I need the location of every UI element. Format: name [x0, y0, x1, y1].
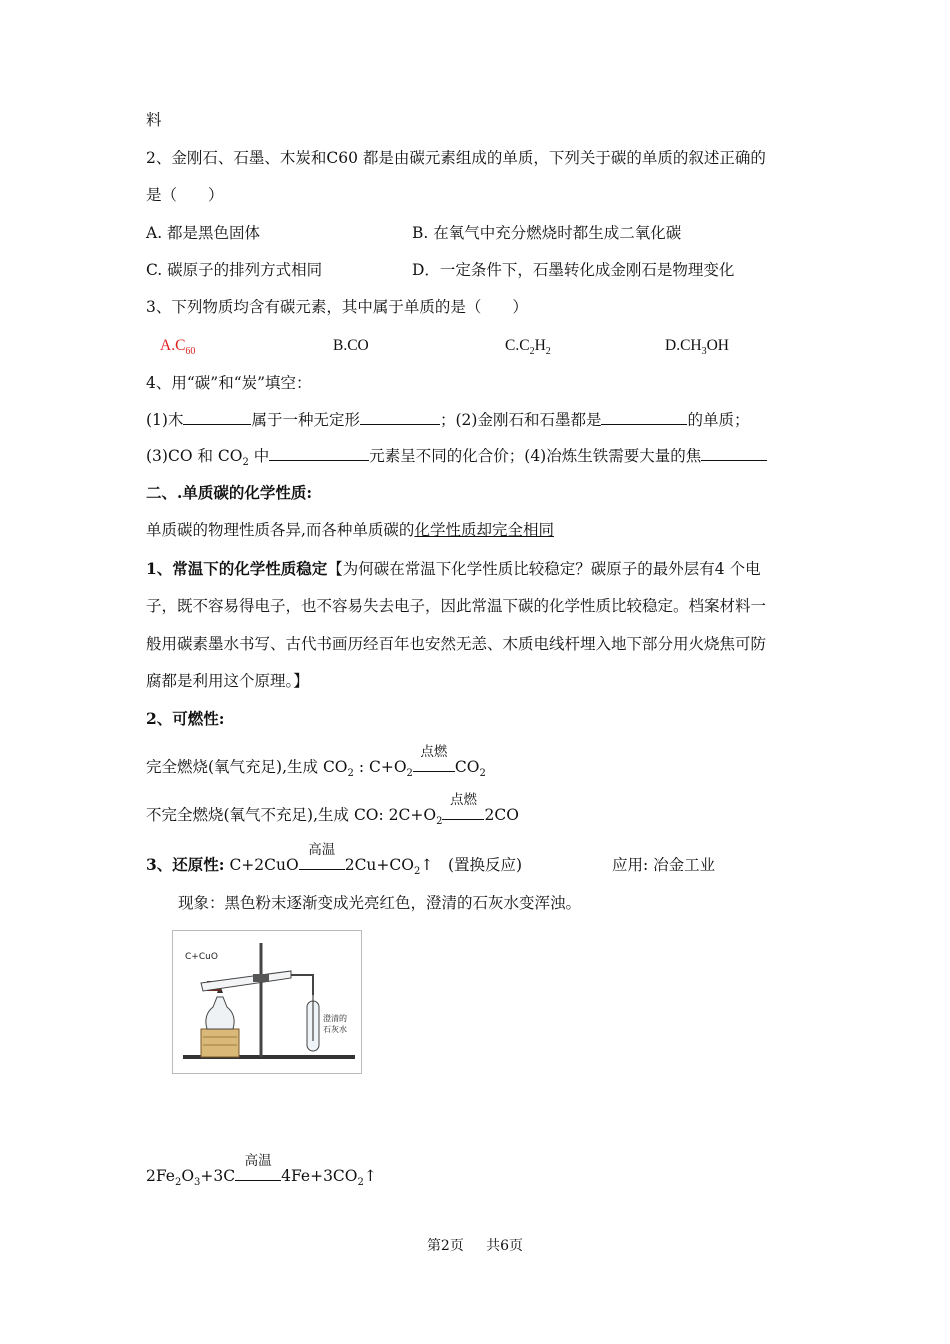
- section-2-intro: 单质碳的物理性质各异,而各种单质碳的化学性质却完全相同: [146, 521, 554, 539]
- q2-option-a: A. 都是黑色固体: [146, 224, 261, 242]
- reaction-arrow-heat: 高温: [299, 855, 345, 875]
- blank-4[interactable]: [269, 446, 369, 461]
- figure-label-reactants: C+CuO: [185, 952, 218, 962]
- reaction-arrow-ignite-2: 点燃: [442, 805, 484, 825]
- combustion-incomplete: 不完全燃烧(氧气不充足),生成 CO: $2C+O_2$ 点燃 2CO: [146, 792, 519, 827]
- question-4-stem: 4、用“碳”和“炭”填空：: [146, 374, 312, 392]
- question-2-stem: 2、金刚石、石墨、木炭和C60 都是由碳元素组成的单质，下列关于碳的单质的叙述正确的: [146, 149, 766, 167]
- q3-option-b: B.CO: [333, 337, 369, 354]
- page-total: 共6页: [486, 1238, 524, 1254]
- q2-option-c: C. 碳原子的排列方式相同: [146, 261, 323, 279]
- point-1-line-2: 子，既不容易得电子，也不容易失去电子，因此常温下碳的化学性质比较稳定。档案材料一: [146, 597, 767, 615]
- apparatus-illustration: [173, 931, 361, 1073]
- page-footer: [0, 1235, 950, 1255]
- point-3-reduction: 3、还原性: C+2CuO 高温 $2Cu+CO_2↑$: [146, 842, 434, 877]
- blank-1[interactable]: [183, 410, 251, 425]
- blank-2[interactable]: [360, 410, 440, 425]
- figure-label-limewater-1: 澄清的: [323, 1014, 347, 1023]
- blank-5[interactable]: [701, 446, 767, 461]
- reaction-arrow-ignite: 点燃: [413, 757, 455, 777]
- q2-option-b: B. 在氧气中充分燃烧时都生成二氧化碳: [412, 224, 682, 242]
- question-4-line-1: (1)木 属于一种无定形 ；(2)金刚石和石墨都是 的单质；: [146, 411, 750, 429]
- point-2-heading: 2、可燃性:: [146, 709, 225, 728]
- section-2-heading: 二、.单质碳的化学性质:: [146, 483, 313, 502]
- combustion-complete: 完全燃烧(氧气充足),生成 $CO_2$ : $C+O_2$ 点燃 $CO_2$: [146, 744, 486, 779]
- experiment-apparatus-figure: [172, 930, 362, 1074]
- page-number: 第2页: [426, 1238, 464, 1254]
- figure-label-limewater-2: 石灰水: [323, 1025, 347, 1034]
- point-1-line-3: 般用碳素墨水书写、古代书画历经百年也安然无恙、木质电线杆埋入地下部分用火烧焦可防: [146, 635, 767, 653]
- question-3-stem: 3、下列物质均含有碳元素，其中属于单质的是（ ）: [146, 298, 528, 316]
- reaction-type: (置换反应): [448, 856, 523, 874]
- point-1-line-4: 腐都是利用这个原理。】: [146, 672, 309, 690]
- line-1: 料: [146, 111, 162, 129]
- q3-option-d: $D.CH_3OH$: [665, 337, 729, 357]
- iron-reduction-equation: $2Fe_2O_3+3C$ 高温 $4Fe+3CO_2↑$: [146, 1153, 377, 1188]
- reaction-arrow-heat-2: 高温: [235, 1166, 281, 1186]
- point-1-line-1: 1、常温下的化学性质稳定【为何碳在常温下化学性质比较稳定？碳原子的最外层有4 个电: [146, 559, 761, 578]
- question-4-line-2: (3)CO 和 $CO_2$ 中 元素呈不同的化合价；(4)冶炼生铁需要大量的焦: [146, 446, 767, 466]
- q3-option-a: $A.C_{60}$: [160, 337, 196, 357]
- question-2-stem-cont: 是（ ）: [146, 186, 224, 204]
- q3-option-c: $C.C_2H_2$: [505, 337, 551, 357]
- blank-3[interactable]: [601, 410, 687, 425]
- q2-option-d: D．一定条件下，石墨转化成金刚石是物理变化: [412, 261, 735, 279]
- reaction-application: 应用: 冶金工业: [612, 856, 716, 874]
- phenomenon: 现象：黑色粉末逐渐变成光亮红色，澄清的石灰水变浑浊。: [178, 894, 582, 912]
